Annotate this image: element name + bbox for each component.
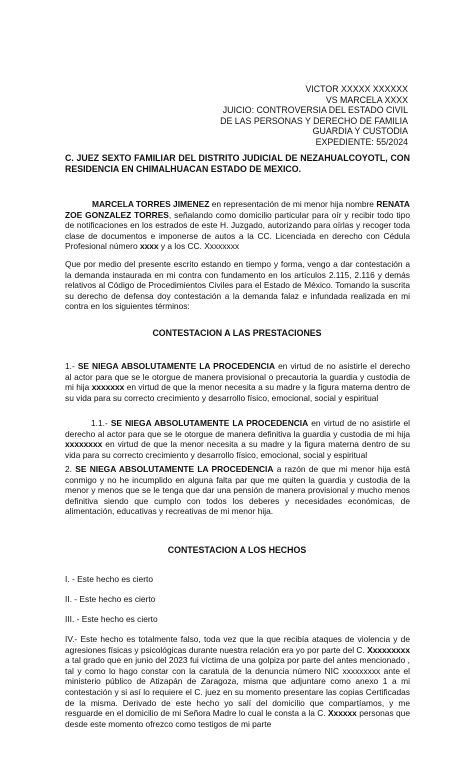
minor-name: RENATA ZOE GONZALEZ TORRES [65,199,410,220]
redacted-text: xxxxxxx [91,382,125,393]
item-text: en virtud de que la menor necesita a su madre y la figura materna dentro de su vida para su correcto crecimiento y desarrollo físico, emocional, social y espiritual [65,439,410,460]
paragraph-2: Que por medio del presente escrito estando en tiempo y forma, vengo a dar contestación a la demanda instaurada en mi contra con fundamento en los artículos 2.115, 2.116 y demás relativos al Código de Procedimientos Civiles para el Estado de México. Tomando la suscrita su derecho de defensa doy contestación a la demanda falaz e infundada realizada en mi contra en los siguientes términos: [65,259,410,312]
item-text: a tal grado que en junio del 2023 fui víctima de una golpiza por parte del antes mencionado , tal y como lo hago constar con la caratula de la denuncia número NIC xxxxxxxxx ante el ministerio público de Atizapán de Zaragoza, misma que adjuntare como anexo 1 a mi contestación y si así lo requiere el C. juez en su momento presentare las copias Certificadas de la misma. Derivado de este hecho yo salí del domicilio que compartíamos, y me resguarde en el domicilio de mi Señora Madre lo cual le consta a la C. [65,655,410,719]
intro-text: , señalando como domicilio particular para oír y recibir todo tipo de notificaciones en los estrados de este H. Juzgado, autorizando para oírlas y recoger toda clase de documentos e imponerse de autos a la CC. Licenciada en derecho con Cédula Profesional número [65,209,410,252]
header-line: GUARDIA Y CUSTODIA [312,126,408,137]
item-number: 1.- [65,361,78,371]
hecho-4 [65,634,410,729]
redacted-text: xxxx [139,241,159,252]
hecho-2: II. - Este hecho es cierto [65,594,156,604]
item-number: 1.1.- [91,418,111,428]
item-text: a razón de que mi menor hija está conmigo y no he incumplido en alguna falta par que me quiten la guardia y custodia de la menor y menos que se le tenga que dar una pensión de manera provisional y mucho menos definitiva siendo que cumplo con todos los deberes y necesidades económicas, de alimentación, educativas y recreativas de mi menor hija. [65,464,410,517]
case-header [220,84,408,148]
redacted-text: Xxxxxx [327,708,357,719]
header-line: EXPEDIENTE: 55/2024 [315,136,408,147]
item-number: 2. [65,464,76,474]
item-text: personas que desde este momento ofrezco como testigos de mi parte [65,708,410,729]
hecho-3: III. - Este hecho es cierto [65,614,158,624]
intro-text: y a los CC. Xxxxxxxx [158,241,240,252]
prestacion-1 [65,361,410,403]
item-text: IV.- Este hecho es totalmente falso, toda vez que la que recibía ataques de violencia y de agresiones físicas y psicológicas durante nuestra relación era yo por parte del C. [65,634,410,655]
redacted-text: xxxxxxxx [65,439,103,450]
hecho-1: I. - Este hecho es cierto [65,574,153,584]
prestacion-1-1 [65,418,410,460]
heading-prestaciones: CONTESTACION A LAS PRESTACIONES [152,328,322,338]
header-line: VICTOR XXXXX XXXXXX [305,84,408,94]
header-line: VS MARCELA XXXX [325,94,408,105]
item-text: en virtud de no asistirle el derecho al actor para que se le otorgue de manera definitiva la guardia y custodia de mi hija [65,418,410,439]
intro-paragraph [65,199,410,252]
denial-statement: SE NIEGA ABSOLUTAMENTE LA PROCEDENCIA [75,464,274,474]
addressee: C. JUEZ SEXTO FAMILIAR DEL DISTRITO JUDICIAL DE NEZAHUALCOYOTL, CON RESIDENCIA EN CHIMALHUACAN ESTADO DE MEXICO. [65,153,410,174]
item-text: en virtud de no asistirle el derecho al actor para que se le otorgue de manera provisional o precautoria la guardia y custodia de mi hija [65,361,410,393]
redacted-text: Xxxxxxxxx [367,644,410,655]
intro-text: en representación de mi menor hija nombre [209,199,377,209]
header-line: DE LAS PERSONAS Y DERECHO DE FAMILIA [220,115,408,126]
heading-hechos: CONTESTACION A LOS HECHOS [167,545,307,555]
item-text: en virtud de que la menor necesita a su madre y la figura materna dentro de su vida para su correcto crecimiento y desarrollo físico, emocional, social y espiritual [65,382,410,403]
denial-statement: SE NIEGA ABSOLUTAMENTE LA PROCEDENCIA [110,418,309,428]
promovente-name: MARCELA TORRES JIMENEZ [92,199,210,209]
denial-statement: SE NIEGA ABSOLUTAMENTE LA PROCEDENCIA [77,361,276,371]
prestacion-2 [65,464,410,517]
header-line: JUICIO: CONTROVERSIA DEL ESTADO CIVIL [222,105,408,116]
